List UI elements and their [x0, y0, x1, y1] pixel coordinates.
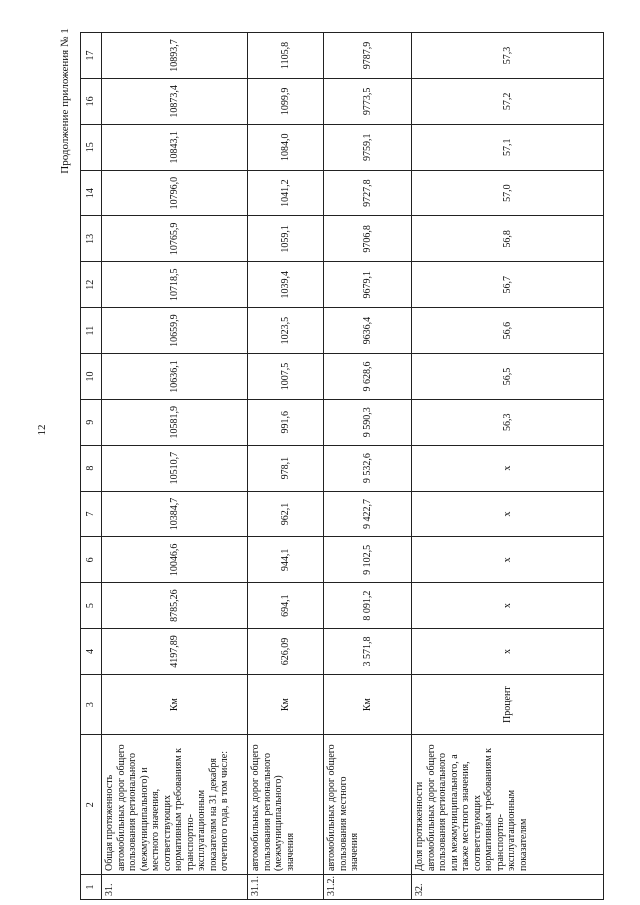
- value-cell: 978,1: [248, 445, 324, 491]
- row-index-cell: 31.2.: [324, 875, 412, 900]
- value-cell: 8 091,2: [324, 583, 412, 629]
- value-cell: 944,1: [248, 537, 324, 583]
- value-cell: 9679,1: [324, 262, 412, 308]
- value-cell: 8785,26: [102, 583, 248, 629]
- column-number-header: 13: [81, 216, 102, 262]
- row-index-cell: 31.1.: [248, 875, 324, 900]
- value-cell: х: [412, 629, 604, 675]
- value-cell: 10843,1: [102, 124, 248, 170]
- value-cell: 9 590,3: [324, 399, 412, 445]
- table-row: [412, 33, 604, 900]
- value-cell: 10046,6: [102, 537, 248, 583]
- unit-cell: Км: [102, 674, 248, 734]
- indicators-table: [80, 32, 604, 900]
- table-row: [248, 33, 324, 900]
- column-number-header: 6: [81, 537, 102, 583]
- value-cell: 9 422,7: [324, 491, 412, 537]
- value-cell: 9727,8: [324, 170, 412, 216]
- value-cell: 9706,8: [324, 216, 412, 262]
- value-cell: 1084,0: [248, 124, 324, 170]
- column-number-header: 7: [81, 491, 102, 537]
- value-cell: 10636,1: [102, 354, 248, 400]
- column-number-row: [81, 33, 102, 900]
- value-cell: 962,1: [248, 491, 324, 537]
- unit-cell: Процент: [412, 674, 604, 734]
- indicators-table-container: [80, 32, 600, 900]
- page-number: 12: [36, 424, 48, 436]
- column-number-header: 10: [81, 354, 102, 400]
- column-number-header: 12: [81, 262, 102, 308]
- indicator-name-cell: Общая протяженность автомобильных дорог общего пользования регионального (межмуниципального) и местного значения, соответствующих нормативным требованиям к транспортно-эксплуатационным показателям на 31 декабря отчетного года, в том числе:: [102, 735, 248, 875]
- value-cell: 1099,9: [248, 78, 324, 124]
- value-cell: 10510,7: [102, 445, 248, 491]
- column-number-header: 15: [81, 124, 102, 170]
- value-cell: 10873,4: [102, 78, 248, 124]
- value-cell: 10581,9: [102, 399, 248, 445]
- value-cell: 56,7: [412, 262, 604, 308]
- column-number-header: 5: [81, 583, 102, 629]
- value-cell: 3 571,8: [324, 629, 412, 675]
- column-number-header: 8: [81, 445, 102, 491]
- value-cell: 10718,5: [102, 262, 248, 308]
- column-number-header: 17: [81, 33, 102, 79]
- value-cell: 57,0: [412, 170, 604, 216]
- appendix-continuation-caption: Продолжение приложения № 1: [59, 28, 71, 174]
- row-index-cell: 32.: [412, 875, 604, 900]
- value-cell: 4197,89: [102, 629, 248, 675]
- value-cell: 57,3: [412, 33, 604, 79]
- indicator-name-cell: автомобильных дорог общего пользования местного значения: [324, 735, 412, 875]
- value-cell: х: [412, 537, 604, 583]
- value-cell: х: [412, 583, 604, 629]
- value-cell: 56,5: [412, 354, 604, 400]
- row-index-cell: 31.: [102, 875, 248, 900]
- value-cell: 9 628,6: [324, 354, 412, 400]
- column-number-header: 2: [81, 735, 102, 875]
- value-cell: х: [412, 445, 604, 491]
- value-cell: 1039,4: [248, 262, 324, 308]
- column-number-header: 4: [81, 629, 102, 675]
- value-cell: х: [412, 491, 604, 537]
- value-cell: 9 102,5: [324, 537, 412, 583]
- value-cell: 56,8: [412, 216, 604, 262]
- value-cell: 57,2: [412, 78, 604, 124]
- value-cell: 10765,9: [102, 216, 248, 262]
- value-cell: 9787,9: [324, 33, 412, 79]
- value-cell: 9 532,6: [324, 445, 412, 491]
- value-cell: 56,3: [412, 399, 604, 445]
- indicator-name-cell: Доля протяженности автомобильных дорог общего пользования регионального или межмуниципального, а также местного значения, соответствующих нормативным требованиям к транспортно-эксплуатационным показателям: [412, 735, 604, 875]
- column-number-header: 11: [81, 308, 102, 354]
- value-cell: 694,1: [248, 583, 324, 629]
- value-cell: 10893,7: [102, 33, 248, 79]
- value-cell: 1059,1: [248, 216, 324, 262]
- value-cell: 10384,7: [102, 491, 248, 537]
- value-cell: 1023,5: [248, 308, 324, 354]
- table-row: [102, 33, 248, 900]
- indicator-name-cell: автомобильных дорог общего пользования регионального (межмуниципального) значения: [248, 735, 324, 875]
- value-cell: 57,1: [412, 124, 604, 170]
- value-cell: 9636,4: [324, 308, 412, 354]
- unit-cell: Км: [248, 674, 324, 734]
- value-cell: 991,6: [248, 399, 324, 445]
- value-cell: 10796,0: [102, 170, 248, 216]
- column-number-header: 9: [81, 399, 102, 445]
- column-number-header: 14: [81, 170, 102, 216]
- value-cell: 626,09: [248, 629, 324, 675]
- table-row: [324, 33, 412, 900]
- value-cell: 9773,5: [324, 78, 412, 124]
- value-cell: 10659,9: [102, 308, 248, 354]
- column-number-header: 3: [81, 674, 102, 734]
- column-number-header: 1: [81, 875, 102, 900]
- caption-area: [55, 0, 75, 220]
- value-cell: 1041,2: [248, 170, 324, 216]
- column-number-header: 16: [81, 78, 102, 124]
- value-cell: 1105,8: [248, 33, 324, 79]
- value-cell: 9759,1: [324, 124, 412, 170]
- value-cell: 1007,5: [248, 354, 324, 400]
- value-cell: 56,6: [412, 308, 604, 354]
- unit-cell: Км: [324, 674, 412, 734]
